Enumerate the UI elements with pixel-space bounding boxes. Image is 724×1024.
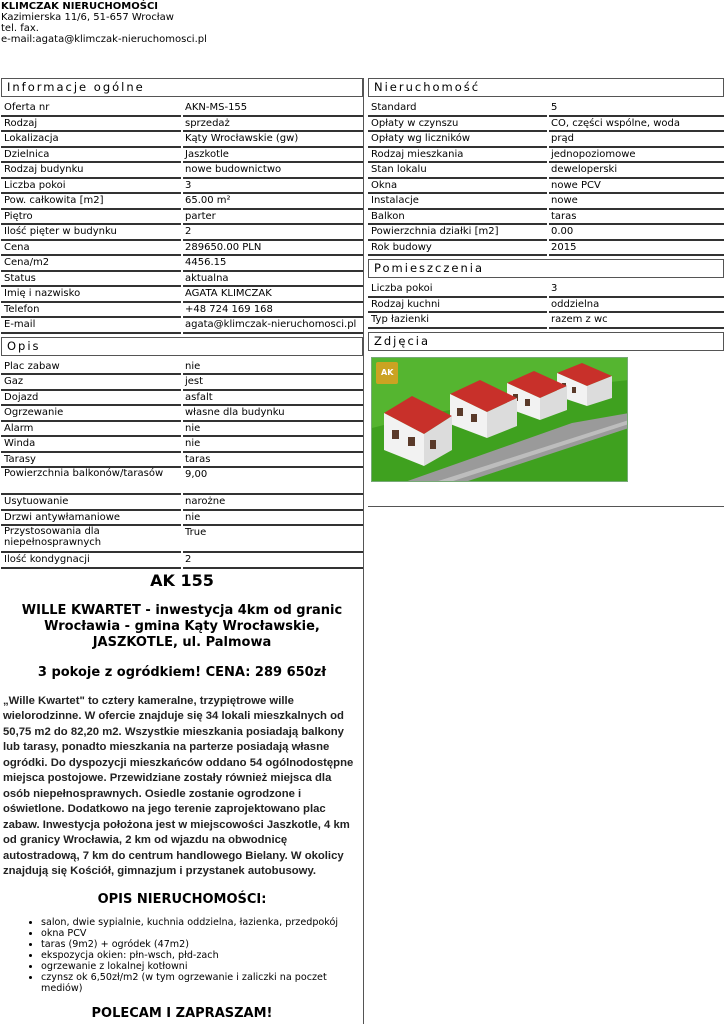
agency-header	[1, 1, 207, 45]
row-value: +48 724 169 168	[183, 303, 363, 319]
table-row	[368, 241, 724, 257]
section-title-rooms: Pomieszczenia	[368, 259, 724, 278]
photo-box	[368, 357, 724, 507]
row-label: Opłaty w czynszu	[368, 117, 547, 133]
row-label: Lokalizacja	[1, 132, 181, 148]
table-row	[1, 117, 363, 133]
row-label: Ilość pięter w budynku	[1, 225, 181, 241]
row-value: 2	[183, 225, 363, 241]
row-value: asfalt	[183, 391, 363, 407]
table-row	[1, 495, 363, 511]
row-value: 3	[183, 179, 363, 195]
property-table	[368, 101, 724, 256]
table-row	[1, 526, 363, 553]
row-value: AKN-MS-155	[183, 101, 363, 117]
section-title-photos: Zdjęcia	[368, 332, 724, 351]
table-row	[368, 210, 724, 226]
section-title-opis: Opis	[1, 337, 363, 356]
list-item: • salon, dwie sypialnie, kuchnia oddzielna, łazienka, przedpokój	[41, 917, 361, 928]
row-label: Ilość kondygnacji	[1, 553, 181, 569]
row-label: Liczba pokoi	[368, 282, 547, 298]
row-value: Kąty Wrocławskie (gw)	[183, 132, 363, 148]
table-row	[368, 179, 724, 195]
row-value: 4456.15	[183, 256, 363, 272]
offer-paragraph: „Wille Kwartet" to cztery kameralne, trzypiętrowe wille wielorodzinne. W ofercie znajduje się 34 lokali mieszkalnych od 50,75 m2 do 82,20 m2. Wszystkie mieszkania posiadają balkony lub tarasy, ponadto mieszkania na parterze posiadają własne ogródki. Do dyspozycji mieszkańców oddano 54 ogólnodostępne miejsca postojowe. Przewidziane zostały również miejsca dla osób niepełnosprawnych. Osiedle zostanie ogrodzone i oświetlone. Dodatkowo na jego terenie zaprojektowano plac zabaw. Inwestycja położona jest w miejscowości Jaszkotle, 4 km od granicy Wrocławia, 2 km od wjazdu na obwodnicę autostradową, 7 km do centrum handlowego Bielany. W okolicy znajdują się Kościół, gimnazjum i przystanek autobusowy.	[3, 694, 354, 877]
list-item: • czynsz ok 6,50zł/m2 (w tym ogrzewanie i zaliczki na poczet mediów)	[41, 972, 361, 994]
table-row	[1, 511, 363, 527]
table-row	[1, 468, 363, 495]
features-list	[41, 917, 361, 994]
agency-name: KLIMCZAK NIERUCHOMOŚCI	[1, 1, 159, 12]
row-label: Winda	[1, 437, 181, 453]
row-value: 2015	[549, 241, 724, 257]
row-label: Pow. całkowita [m2]	[1, 194, 181, 210]
table-row	[1, 194, 363, 210]
closing-text: POLECAM I ZAPRASZAM!	[91, 1005, 273, 1021]
table-row	[368, 225, 724, 241]
row-label: Piętro	[1, 210, 181, 226]
opis-table	[1, 360, 363, 569]
row-label: Gaz	[1, 375, 181, 391]
row-value: nie	[183, 511, 363, 527]
table-row	[1, 422, 363, 438]
table-row	[368, 101, 724, 117]
section-title-property: Nieruchomość	[368, 78, 724, 97]
row-label: Powierzchnia działki [m2]	[368, 225, 547, 241]
offer-code: AK 155	[150, 570, 214, 590]
property-photo[interactable]	[371, 357, 628, 482]
rooms-table	[368, 282, 724, 329]
agency-email: e-mail:agata@klimczak-nieruchomosci.pl	[1, 34, 207, 45]
table-row	[1, 210, 363, 226]
list-item: • taras (9m2) + ogródek (47m2)	[41, 939, 361, 950]
row-value: razem z wc	[549, 313, 724, 329]
row-label: Rodzaj kuchni	[368, 298, 547, 314]
row-label: Opłaty wg liczników	[368, 132, 547, 148]
row-label: Standard	[368, 101, 547, 117]
table-row	[368, 148, 724, 164]
table-row	[1, 406, 363, 422]
row-value: jednopoziomowe	[549, 148, 724, 164]
table-row	[1, 287, 363, 303]
row-value: taras	[549, 210, 724, 226]
offer-headline: WILLE KWARTET - inwestycja 4km od granic Wrocławia - gmina Kąty Wrocławskie, JASZKOTLE, ul. Palmowa	[21, 602, 343, 650]
row-value: oddzielna	[549, 298, 724, 314]
row-label: Drzwi antywłamaniowe	[1, 511, 181, 527]
row-label: Liczba pokoi	[1, 179, 181, 195]
table-row	[1, 375, 363, 391]
row-label: Okna	[368, 179, 547, 195]
row-label: E-mail	[1, 318, 181, 334]
table-row	[1, 132, 363, 148]
row-value: sprzedaż	[183, 117, 363, 133]
row-label: Rodzaj budynku	[1, 163, 181, 179]
row-label: Ogrzewanie	[1, 406, 181, 422]
table-row	[1, 179, 363, 195]
table-row	[1, 241, 363, 257]
features-title: OPIS NIERUCHOMOŚCI:	[97, 891, 267, 907]
row-label: Cena/m2	[1, 256, 181, 272]
row-label: Typ łazienki	[368, 313, 547, 329]
general-info-table	[1, 101, 363, 334]
row-label: Instalacje	[368, 194, 547, 210]
row-value: 0.00	[549, 225, 724, 241]
table-row	[1, 225, 363, 241]
row-value: taras	[183, 453, 363, 469]
table-row	[1, 101, 363, 117]
row-label: Imię i nazwisko	[1, 287, 181, 303]
table-row	[368, 194, 724, 210]
row-value: AGATA KLIMCZAK	[183, 287, 363, 303]
row-value: nowe PCV	[549, 179, 724, 195]
description	[1, 571, 363, 1021]
table-row	[1, 553, 363, 569]
table-row	[1, 272, 363, 288]
row-value: nie	[183, 360, 363, 376]
row-label: Cena	[1, 241, 181, 257]
right-column	[368, 78, 724, 507]
row-label: Rodzaj mieszkania	[368, 148, 547, 164]
row-value: parter	[183, 210, 363, 226]
section-title-general: Informacje ogólne	[1, 78, 363, 97]
agency-address: Kazimierska 11/6, 51-657 Wrocław	[1, 12, 174, 23]
list-item: • okna PCV	[41, 928, 361, 939]
table-row	[1, 318, 363, 334]
row-value: aktualna	[183, 272, 363, 288]
row-value: agata@klimczak-nieruchomosci.pl	[183, 318, 363, 334]
row-label: Tarasy	[1, 453, 181, 469]
table-row	[1, 360, 363, 376]
row-label: Balkon	[368, 210, 547, 226]
table-row	[368, 132, 724, 148]
row-label: Usytuowanie	[1, 495, 181, 511]
row-value: True	[183, 526, 363, 553]
table-row	[1, 437, 363, 453]
left-column	[1, 78, 364, 1024]
table-row	[1, 256, 363, 272]
row-value: 3	[549, 282, 724, 298]
list-item: • ekspozycja okien: płn-wsch, płd-zach	[41, 950, 361, 961]
row-label: Powierzchnia balkonów/tarasów	[1, 468, 181, 495]
row-value: prąd	[549, 132, 724, 148]
row-value: nie	[183, 422, 363, 438]
row-label: Oferta nr	[1, 101, 181, 117]
table-row	[1, 163, 363, 179]
table-row	[368, 313, 724, 329]
row-value: deweloperski	[549, 163, 724, 179]
row-value: własne dla budynku	[183, 406, 363, 422]
row-value: Jaszkotle	[183, 148, 363, 164]
agency-phone: tel. fax.	[1, 23, 39, 34]
table-row	[368, 117, 724, 133]
row-label: Rok budowy	[368, 241, 547, 257]
row-value: nowe	[549, 194, 724, 210]
row-value: nie	[183, 437, 363, 453]
row-label: Rodzaj	[1, 117, 181, 133]
table-row	[368, 282, 724, 298]
table-row	[368, 298, 724, 314]
row-label: Status	[1, 272, 181, 288]
row-value: jest	[183, 375, 363, 391]
row-value: narożne	[183, 495, 363, 511]
row-label: Telefon	[1, 303, 181, 319]
table-row	[368, 163, 724, 179]
row-value: 9,00	[183, 468, 363, 495]
property-photo-illustration	[372, 358, 628, 482]
row-value: CO, części wspólne, woda	[549, 117, 724, 133]
row-value: 289650.00 PLN	[183, 241, 363, 257]
row-label: Stan lokalu	[368, 163, 547, 179]
row-value: 2	[183, 553, 363, 569]
row-label: Plac zabaw	[1, 360, 181, 376]
row-value: 5	[549, 101, 724, 117]
table-row	[1, 453, 363, 469]
row-label: Przystosowania dla niepełnosprawnych	[1, 526, 181, 553]
row-label: Dzielnica	[1, 148, 181, 164]
table-row	[1, 148, 363, 164]
table-row	[1, 391, 363, 407]
row-value: nowe budownictwo	[183, 163, 363, 179]
offer-price-line: 3 pokoje z ogródkiem! CENA: 289 650zł	[37, 664, 327, 680]
row-label: Alarm	[1, 422, 181, 438]
row-label: Dojazd	[1, 391, 181, 407]
list-item: • ogrzewanie z lokalnej kotłowni	[41, 961, 361, 972]
row-value: 65.00 m²	[183, 194, 363, 210]
table-row	[1, 303, 363, 319]
photo-logo: AK	[381, 367, 394, 377]
